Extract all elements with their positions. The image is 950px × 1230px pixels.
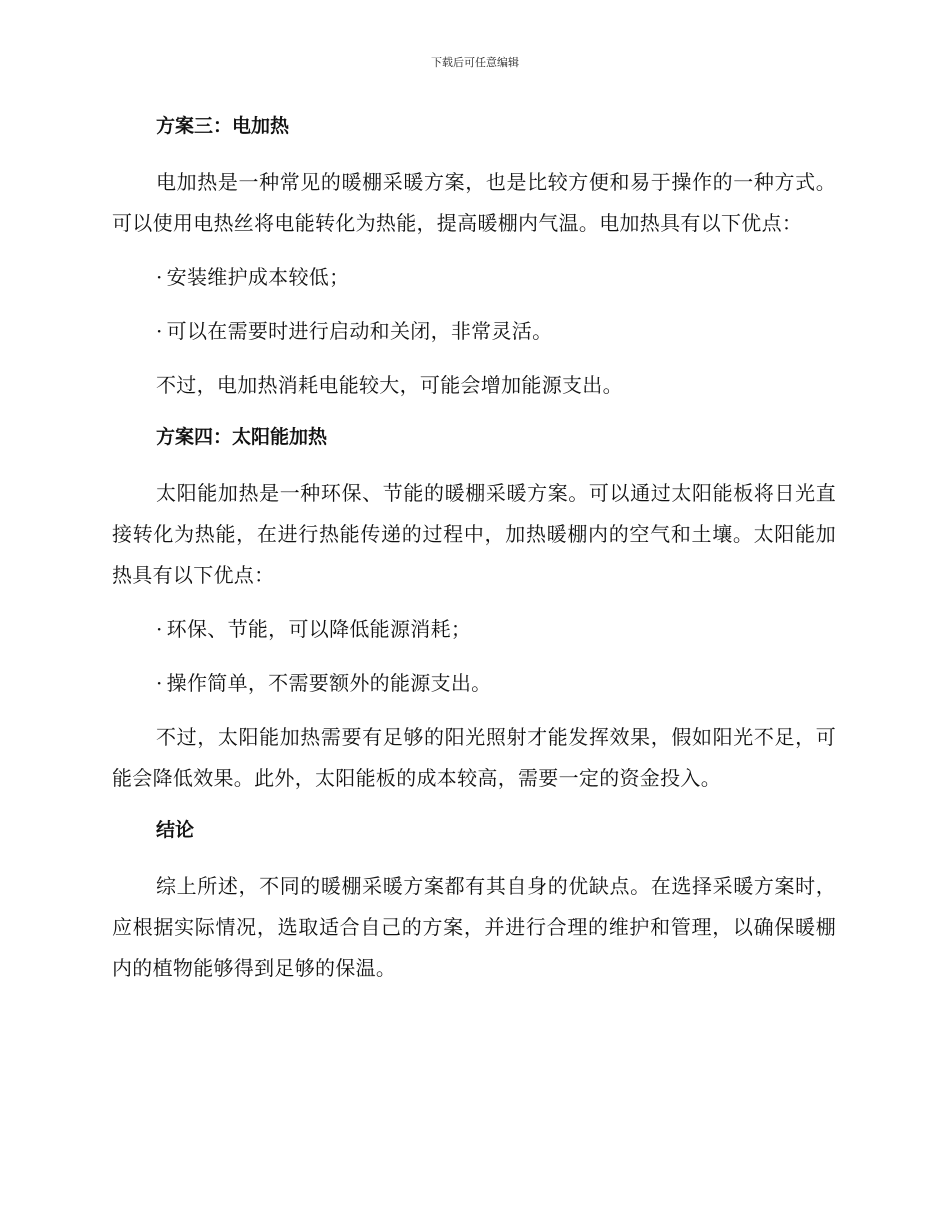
section-paragraph-electric: 电加热是一种常见的暖棚采暖方案，也是比较方便和易于操作的一种方式。可以使用电热丝将电能转化为热能，提高暖棚内气温。电加热具有以下优点： (112, 170, 836, 235)
section-paragraph-solar: 太阳能加热是一种环保、节能的暖棚采暖方案。可以通过太阳能板将日光直接转化为热能，在进行热能传递的过程中，加热暖棚内的空气和土壤。太阳能加热具有以下优点： (112, 481, 836, 587)
list-item (112, 609, 836, 650)
bullet-text: 可以在需要时进行启动和关闭，非常灵活。 (166, 319, 553, 343)
section-heading-electric: 方案三：电加热 (156, 115, 290, 137)
bullet-text: 环保、节能，可以降低能源消耗； (166, 617, 472, 641)
section-closing-solar: 不过，太阳能加热需要有足够的阳光照射才能发挥效果，假如阳光不足，可能会降低效果。此外，太阳能板的成本较高，需要一定的资金投入。 (112, 725, 836, 790)
list-item (112, 311, 836, 352)
bullet-icon: · (156, 617, 163, 641)
bullet-text: 安装维护成本较低； (166, 265, 350, 289)
section-heading-solar: 方案四：太阳能加热 (156, 426, 328, 448)
section-closing-electric: 不过，电加热消耗电能较大，可能会增加能源支出。 (156, 373, 623, 397)
list-item (112, 257, 836, 298)
bullet-icon: · (156, 671, 163, 695)
bullet-icon: · (156, 265, 163, 289)
section-heading-conclusion: 结论 (156, 819, 195, 841)
document-body (112, 108, 836, 1002)
page-header: 下载后可任意编辑 (431, 56, 519, 69)
bullet-text: 操作简单，不需要额外的能源支出。 (166, 671, 492, 695)
list-item (112, 663, 836, 704)
section-paragraph-conclusion: 综上所述，不同的暖棚采暖方案都有其自身的优缺点。在选择采暖方案时，应根据实际情况，选取适合自己的方案，并进行合理的维护和管理，以确保暖棚内的植物能够得到足够的保温。 (112, 874, 836, 980)
bullet-icon: · (156, 319, 163, 343)
